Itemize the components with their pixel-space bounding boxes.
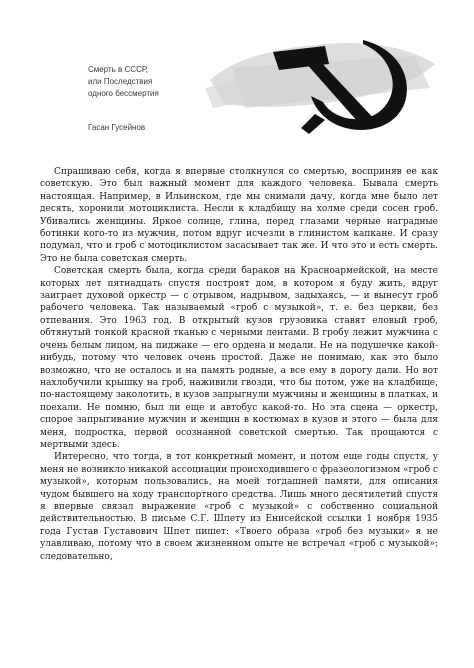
essay-author: Гасан Гусейнов [88, 123, 146, 132]
paragraph: Интересно, что тогда, в тот конкретный момент, и потом еще годы спустя, у меня не возникло никакой ассоциации происходившего с фразеологизмом «гроб с музыкой», которым пользовались, на моей тогдашней памяти, для описания чудом бывшего на ходу транспортного средства. Лишь много десятилетий спустя я впервые связал выражение «гроб с музыкой» с собственно социальной действительностью. В письме С.Г. Шпету из Енисейской ссылки 1 ноября 1935 года Густав Густавович Шпет пишет: «Твоего образа «гроб без музыки» я не улавливаю, потому что в своем жизненном опыте не встречал «гроб с музыкой»; следовательно, [40, 452, 438, 562]
hammer-and-sickle-icon [205, 18, 440, 136]
paragraph: Спрашиваю себя, когда я впервые столкнулся со смертью, восприняв ее как советскую. Это был важный момент для каждого человека. Бывала смерть настоящая. Например, в Ильинском, где мы снимали дачу, когда мне было лет десять, хоронили мотоциклиста. Несли к кладбищу на холме среди сосен гроб. Убивались женщины. Яркое солнце, глина, перед глазами черные наградные ботинки кого-то из мужчин, потом вдруг исчезли в глинистом капкане. И сразу подумал, что и гроб с мотоциклистом засасывает так же. И что это и есть смерть. Это не была советская смерть. [40, 167, 438, 264]
essay-title-line: одного бессмертия [88, 89, 159, 98]
essay-title-line: или Последствия [88, 77, 153, 86]
essay-title-line: Смерть в СССР, [88, 65, 148, 74]
paragraph: Советская смерть была, когда среди бараков на Красноармейской, на месте которых лет пятнадцать спустя построят дом, в котором я буду жить, вдруг заиграет духовой оркестр — с отрывом, надрывом, задыхаясь, — и вынесут гроб рабочего человека. Так называемый «гроб с музыкой», т. е. без церкви, без отпевания. Это 1963 год. В открытый кузов грузовика ставят еловый гроб, обтянутый тонкой красной тканью с черными лентами. В гробу лежит мужчина с очень белым лицом, на пиджаке — его ордена и медали. Не на подушечке какой-нибудь, потому что человек очень простой. Даже не понимаю, как это было возможно, что не осталось и на память родные, а все ему в дорогу дали. Но вот нахлобучили крышку на гроб, наживили гвозди, что бы потом, уже на кладбище, по-настоящему заколотить, в кузов запрыгнули мужчины и женщины в платках, и поехали. Не помню, был ли еще и автобус какой-то. Но эта сцена — оркестр, спорое запрыгивание мужчин и женщин в костюмах в кузов и этого — была для меня, подростка, первой осознанной советской смертью. Так прощаются с мертвыми здесь. [40, 266, 438, 450]
article-body [40, 166, 438, 563]
